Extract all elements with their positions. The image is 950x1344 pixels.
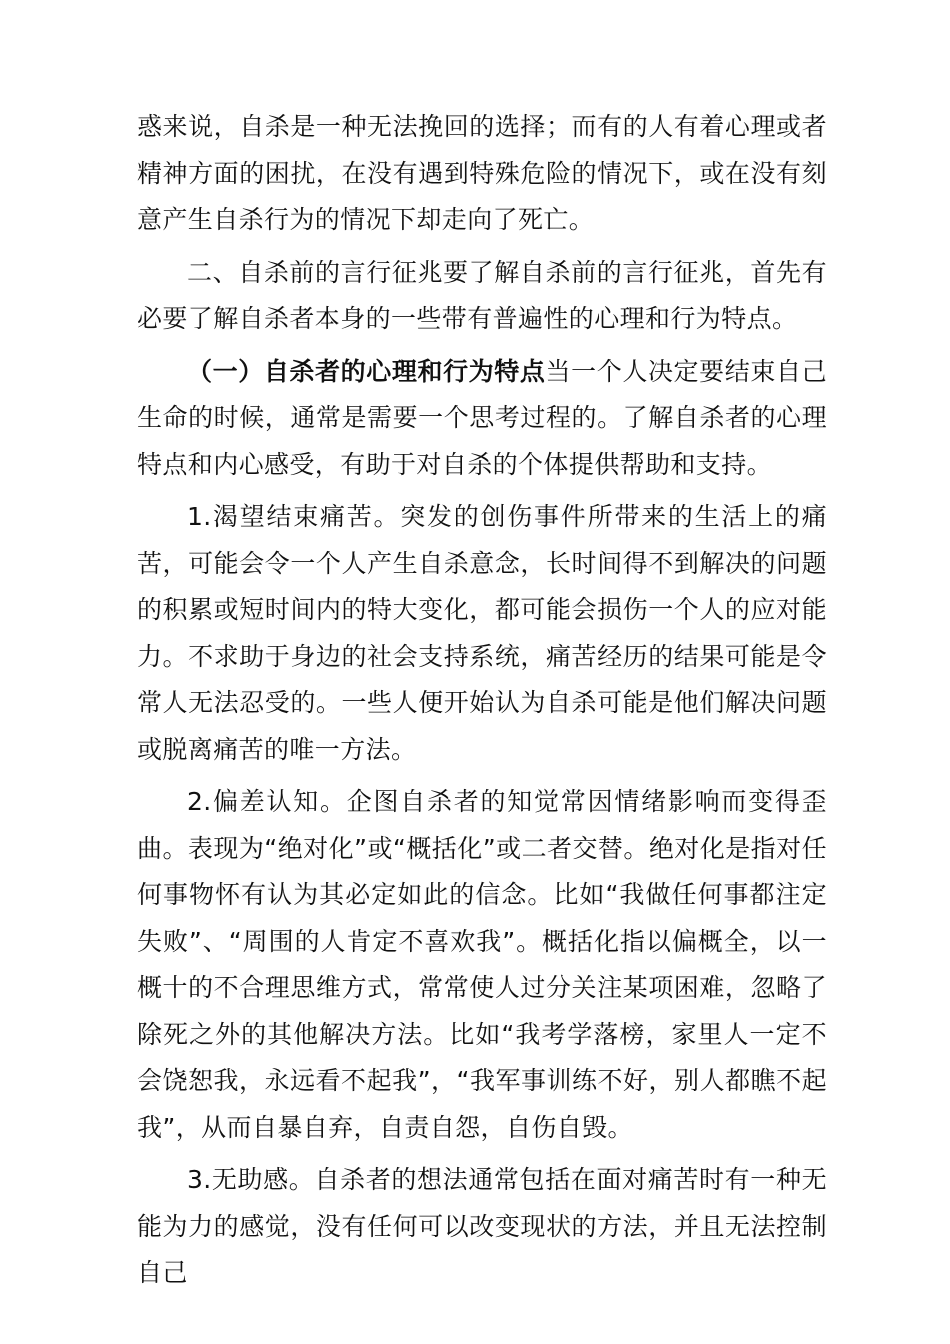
paragraph-section-two: 二、自杀前的言行征兆要了解自杀前的言行征兆，首先有必要了解自杀者本身的一些带有普遍性的心理和行为特点。 — [137, 257, 827, 333]
subsection-body: 当一个人决定要结束自己生命的时候，通常是需要一个思考过程的。了解自杀者的心理特点和内心感受，有助于对自杀的个体提供帮助和支持。 — [137, 356, 827, 479]
document-body — [137, 104, 827, 1303]
paragraph-item-two: 2.偏差认知。企图自杀者的知觉常因情绪影响而变得歪曲。表现为“绝对化”或“概括化”或二者交替。绝对化是指对任何事物怀有认为其必定如此的信念。比如“我做任何事都注定失败”、“周围的人肯定不喜欢我”。概括化指以偏概全，以一概十的不合理思维方式，常常使人过分关注某项困难，忽略了除死之外的其他解决方法。比如“我考学落榜，家里人一定不会饶恕我，永远看不起我”，“我军事训练不好，别人都瞧不起我”，从而自暴自弃，自责自怨，自伤自毁。 — [137, 787, 827, 1142]
paragraph-item-three: 3.无助感。自杀者的想法通常包括在面对痛苦时有一种无能为力的感觉，没有任何可以改变现状的方法，并且无法控制自己 — [137, 1165, 827, 1287]
paragraph-item-one: 1.渴望结束痛苦。突发的创伤事件所带来的生活上的痛苦，可能会令一个人产生自杀意念，长时间得不到解决的问题的积累或短时间内的特大变化，都可能会损伤一个人的应对能力。不求助于身边的社会支持系统，痛苦经历的结果可能是令常人无法忍受的。一些人便开始认为自杀可能是他们解决问题或脱离痛苦的唯一方法。 — [137, 502, 827, 764]
subsection-heading: （一）自杀者的心理和行为特点 — [187, 356, 546, 386]
paragraph-subsection-one — [137, 349, 827, 489]
paragraph-continuation: 惑来说，自杀是一种无法挽回的选择；而有的人有着心理或者精神方面的困扰，在没有遇到特殊危险的情况下，或在没有刻意产生自杀行为的情况下却走向了死亡。 — [137, 112, 827, 234]
